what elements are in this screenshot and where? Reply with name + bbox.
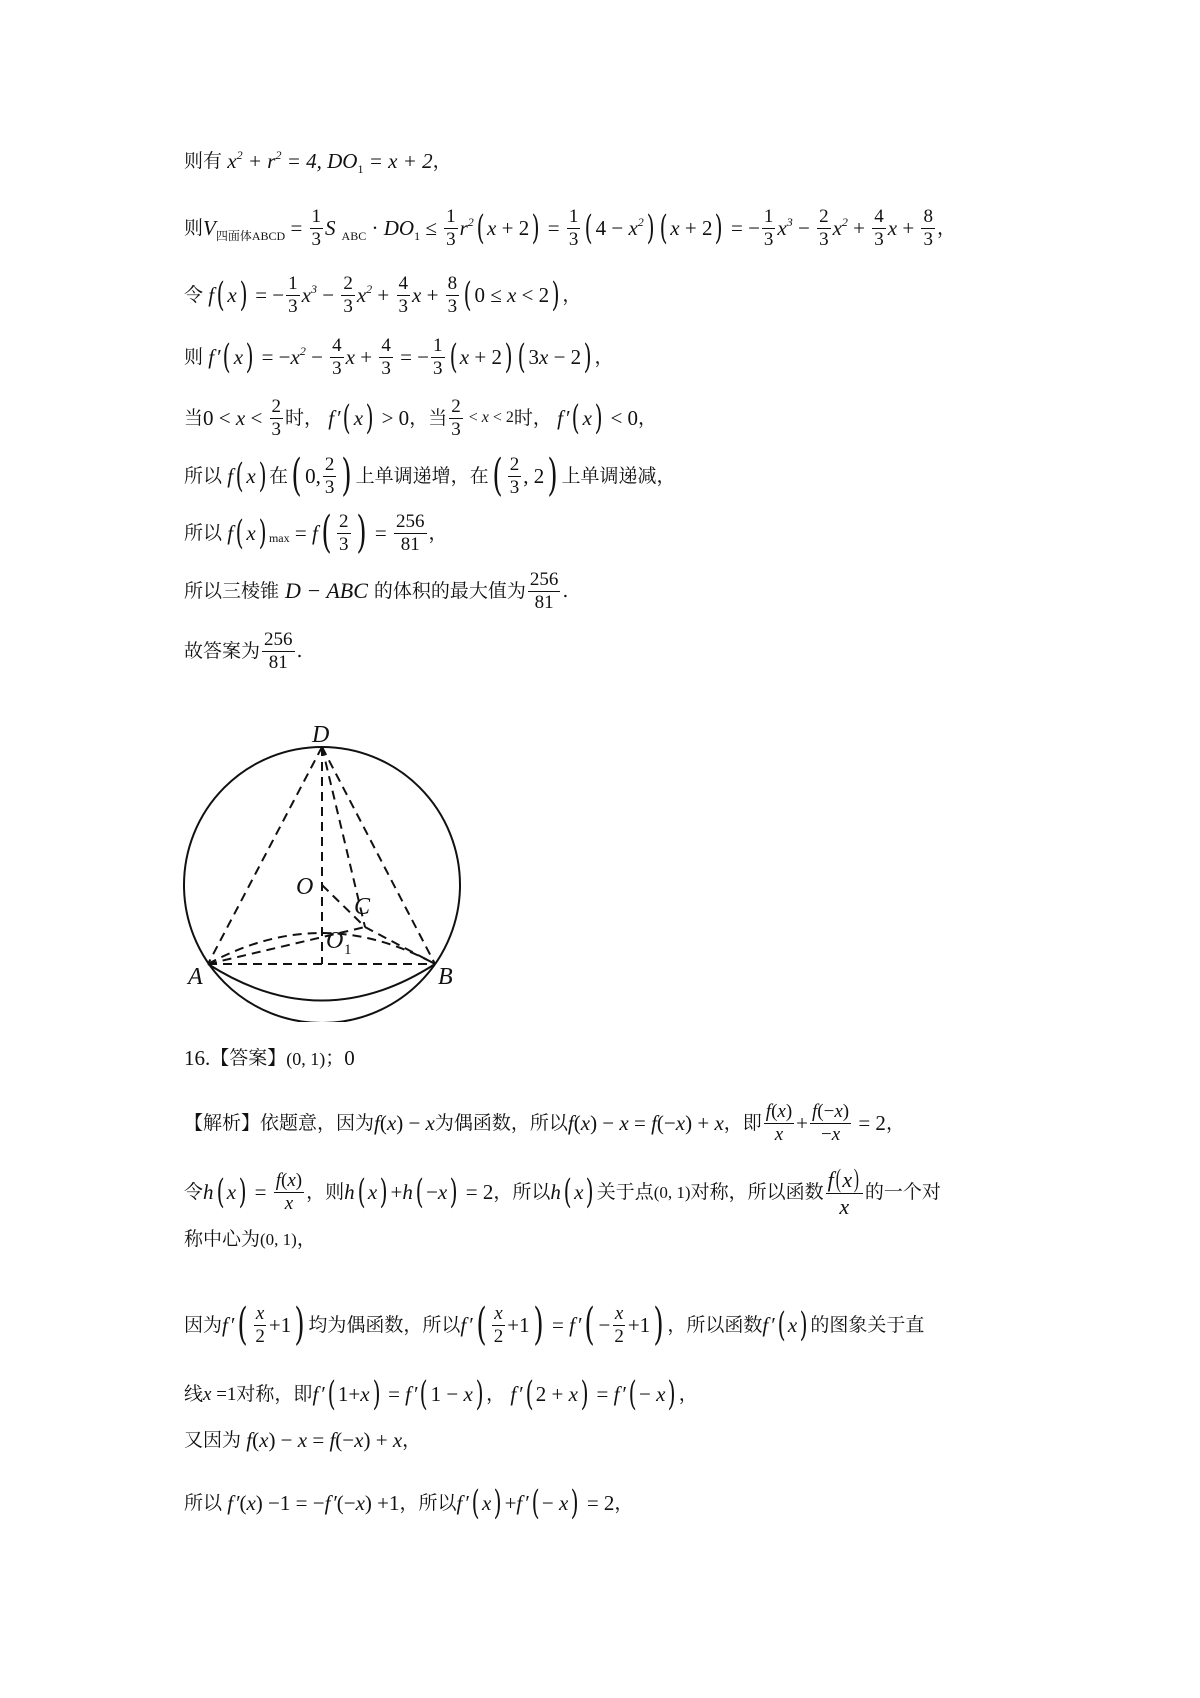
question-number: 16.	[184, 1046, 211, 1070]
label-B: B	[438, 964, 453, 990]
fraction: $\frac{1}{3}$	[763, 206, 774, 250]
text: 上单调递减，	[561, 464, 676, 487]
fraction: $\frac{256}{81}$	[264, 629, 293, 673]
line-7: 所以 f ( x ) max = f ( $\frac{2}{3}$ ) = $\frac{256}{81}$ ，	[184, 507, 448, 558]
analysis-tag: 【解析】	[184, 1111, 261, 1134]
text: ，即	[723, 1111, 762, 1134]
volume-symbol: $V_{四面体ABCD}$	[203, 215, 286, 243]
text: ，	[594, 345, 614, 368]
analysis-line-4: 因为 f ′ ( $\frac{x}{2}$ +1 ) 均为偶函数，所以 f ′ ( $\frac{x}{2}$ +1 ) = f ′ ( − $\frac{x}{2}$ +1 ) ，所以函数 f ′ ( x ) 的图象关于直	[184, 1299, 925, 1350]
analysis-line-5: 线 x =1 对称，即 f ′ ( 1+ x ) = f ′ ( 1 − x ) ， f ′ ( 2 + x ) = f ′ ( − x ) ，	[184, 1374, 698, 1414]
answer-2: 0	[344, 1046, 355, 1070]
line-1	[184, 148, 452, 176]
fraction: $\frac{2}{3}$	[819, 206, 829, 250]
expr: D − ABC	[285, 578, 368, 604]
edge-CB	[365, 927, 435, 964]
text: 在	[268, 464, 288, 487]
label-O: O	[296, 874, 314, 900]
line-4: 则 f ′ ( x ) = − $x^2$ − $\frac{4}{3}$ x + $\frac{4}{3}$ = − $\frac{1}{3}$ ( x + 2 ) ( 3 x − 2 ) ，	[184, 335, 614, 379]
label-C: C	[354, 894, 371, 920]
text: 则	[184, 216, 204, 239]
text: 均为偶函数，所以	[308, 1313, 461, 1336]
line-5: 当 0 < x < $\frac{2}{3}$ 时， f ′ ( x ) > 0 ，当 $\frac{2}{3}$ < x < 2 时， f ′ ( x ) < 0 ，	[184, 396, 658, 440]
separator: ；	[325, 1047, 345, 1069]
question-16-answer	[184, 1048, 355, 1069]
text: 时，	[513, 406, 552, 429]
text: ，	[562, 283, 582, 306]
answer-1: (0, 1)	[286, 1048, 326, 1069]
fraction: $\frac{1}{3}$	[446, 206, 456, 250]
text: ，	[428, 521, 448, 544]
label-A: A	[188, 964, 203, 990]
base-arc-front	[208, 964, 435, 1001]
text: 上单调递增，在	[355, 464, 489, 487]
text: .	[296, 639, 303, 662]
analysis-line-6: 又因为 f ( x ) − x = f (− x ) + x ，	[184, 1428, 422, 1452]
text: 关于点	[596, 1180, 654, 1203]
fraction: $\frac{1}{3}$	[288, 273, 298, 317]
fraction: $\frac{1}{3}$	[433, 335, 443, 379]
text: 当	[184, 406, 204, 429]
text: 令	[184, 1180, 204, 1203]
fraction: $\frac{2}{3}$	[343, 273, 353, 317]
text: 的图象关于直	[810, 1313, 925, 1336]
text: 则	[184, 345, 204, 368]
text: ，	[614, 1491, 634, 1514]
fraction: $\frac{2}{3}$	[451, 396, 461, 440]
text: 时，	[285, 406, 324, 429]
text: 线	[184, 1382, 204, 1405]
fraction: $\frac{4}{3}$	[332, 335, 342, 379]
text: 所以	[184, 464, 223, 487]
fraction: $\frac{2}{3}$	[509, 453, 520, 498]
label-D: D	[312, 722, 330, 748]
text: 故答案为	[184, 639, 261, 662]
text: ，所以	[399, 1491, 457, 1514]
text: 的一个对	[864, 1180, 941, 1203]
fraction: $\frac{4}{3}$	[381, 335, 391, 379]
answer-tag: 【答案】	[210, 1047, 287, 1069]
text: ，	[296, 1228, 316, 1250]
text: ，	[402, 1429, 422, 1451]
text: 称中心为	[184, 1228, 261, 1250]
text: 又因为	[184, 1429, 242, 1451]
text: 令	[184, 283, 204, 306]
text: ，所以函数	[667, 1313, 763, 1336]
equation: $x^2 + r^2 = 4$, $DO_1 = x + 2$	[222, 148, 433, 176]
geometry-figure	[170, 722, 470, 1022]
fraction: $\frac{4}{3}$	[874, 206, 884, 250]
point: (0, 1)	[653, 1182, 691, 1202]
fraction: $\frac{2}{3}$	[271, 396, 282, 440]
text: ，	[885, 1111, 905, 1134]
fraction: $\frac{8}{3}$	[447, 273, 458, 317]
line-3: 令 f ( x ) = − $\frac{1}{3}$ $x^3$ − $\frac{2}{3}$ $x^2$ + $\frac{4}{3}$ x + $\frac{8}{3}$ ( 0 ≤ x < 2 ) ，	[184, 273, 582, 317]
line-2: 则 $V_{四面体ABCD}$ = $\frac{1}{3}$ S $_{ABC}$ · $DO_1$ ≤ $\frac{1}{3}$ $r^2$ ( x + 2 ) = $\frac{1}{3}$ ( 4 − $x^2$ ) ( x + 2 ) = − $\frac{1}{3}$ $x^3$ − $\frac{2}{3}$ $x^2$ + $\frac{4}{3}$ x + $\frac{8}{3}$ ，	[184, 206, 956, 250]
analysis-line-2: 令 h ( x ) = $\frac{f(x)}{x}$ ，则 h ( x ) + h ( − x ) = 2 ，所以 h ( x ) 关于点 (0, 1) 对称，所以函数 $\frac{f(x)}{x}$ 的一个对	[184, 1164, 941, 1219]
fraction: $\frac{1}{3}$	[311, 206, 322, 250]
text: 所以	[184, 521, 223, 544]
analysis-line-3	[184, 1230, 316, 1249]
analysis-line-1: 【解析】 依题意，因为 f ( x ) − x 为偶函数，所以 f ( x ) − x = f (− x ) + x ，即 $\frac{f(x)}{x}$ + $\frac{f(-x)}{-x}$ = 2 ，	[184, 1101, 905, 1145]
text: 为偶函数，所以	[434, 1111, 568, 1134]
edge-DA	[208, 747, 322, 964]
volume-subscript: 四面体ABCD	[215, 228, 286, 243]
text: 所以	[184, 1491, 223, 1514]
fraction: $\frac{8}{3}$	[923, 206, 933, 250]
fraction: $\frac{1}{3}$	[568, 206, 579, 250]
line-9	[184, 630, 303, 673]
fraction: $\frac{2}{3}$	[339, 510, 349, 555]
analysis-line-7: 所以 f ′ ( x ) −1 = − f ′ (− x ) +1 ，所以 f ′ ( x ) + f ′ ( − x ) = 2 ，	[184, 1483, 634, 1523]
text: ，	[432, 150, 452, 172]
text: ，则	[306, 1180, 345, 1203]
label-O1: O	[326, 928, 344, 954]
line-8	[184, 570, 568, 613]
text: 所以三棱锥	[184, 579, 280, 602]
text: ，	[486, 1382, 506, 1405]
text: ，	[678, 1382, 698, 1405]
text: 因为	[184, 1313, 223, 1336]
text: .	[562, 579, 569, 602]
label-O1-subscript: 1	[344, 942, 352, 958]
text: 的体积的最大值为	[373, 579, 526, 602]
fraction: $\frac{4}{3}$	[398, 273, 408, 317]
point: (0, 1)	[260, 1230, 297, 1249]
fraction: $\frac{256}{81}$	[396, 510, 425, 555]
text: ，所以	[493, 1180, 551, 1203]
text: 则有	[184, 150, 223, 172]
text: ，	[936, 216, 956, 239]
text: ，	[638, 406, 658, 429]
text: 对称，所以函数	[690, 1180, 824, 1203]
fraction: $\frac{2}{3}$	[324, 453, 335, 498]
text: 依题意，因为	[260, 1111, 375, 1134]
fraction: $\frac{256}{81}$	[529, 569, 559, 613]
text: 对称，即	[236, 1382, 313, 1405]
text: ，当	[409, 406, 448, 429]
line-6: 所以 f ( x ) 在 ( 0, $\frac{2}{3}$ ) 上单调递增，在 ( $\frac{2}{3}$ , 2 ) 上单调递减，	[184, 450, 676, 501]
